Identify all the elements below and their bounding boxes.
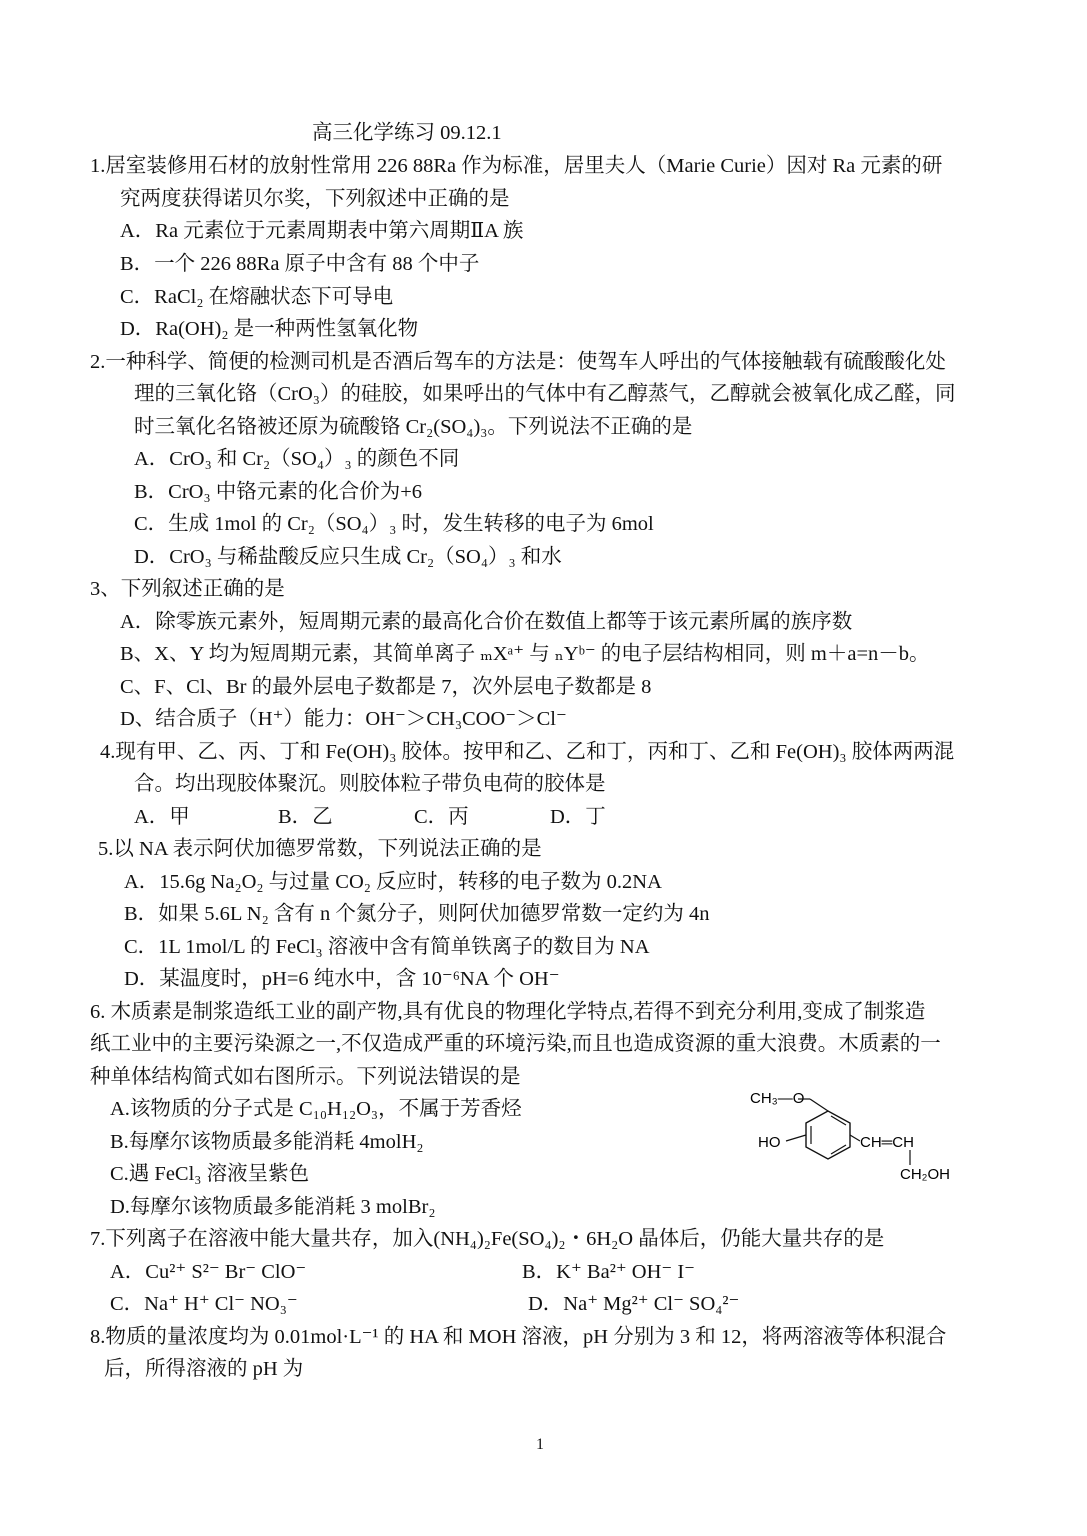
question-4-option-b: B．乙	[278, 806, 333, 828]
question-4-stem-line-2: 合。均出现胶体聚沉。则胶体粒子带负电荷的胶体是	[134, 773, 606, 795]
question-7-option-b: B．K⁺ Ba²⁺ OH⁻ I⁻	[522, 1261, 695, 1283]
question-2-option-d: D．CrO₃ 与稀盐酸反应只生成 Cr₂（SO₄）₃ 和水	[134, 546, 562, 568]
question-4-stem-line-1: 4.现有甲、乙、丙、丁和 Fe(OH)₃ 胶体。按甲和乙、乙和丁，丙和丁、乙和 Fe(OH)₃ 胶体两两混	[100, 741, 955, 763]
question-5-option-b: B．如果 5.6L N₂ 含有 n 个氮分子，则阿伏加德罗常数一定约为 4n	[124, 903, 710, 925]
question-1-option-a: A．Ra 元素位于元素周期表中第六周期ⅡA 族	[120, 220, 524, 242]
question-5-option-d: D．某温度时，pH=6 纯水中，含 10⁻⁶NA 个 OH⁻	[124, 968, 560, 990]
benzene-ring	[806, 1111, 850, 1159]
hydroxy-label: HO	[758, 1134, 781, 1151]
question-1-stem-line-1: 1.居室装修用石材的放射性常用 226 88Ra 作为标准，居里夫人（Marie Curie）因对 Ra 元素的研	[90, 155, 943, 177]
question-1-option-b: B．一个 226 88Ra 原子中含有 88 个中子	[120, 253, 480, 275]
question-6-stem-line-3: 种单体结构简式如右图所示。下列说法错误的是	[90, 1066, 521, 1088]
question-3-option-d: D、结合质子（H⁺）能力：OH⁻＞CH₃COO⁻＞Cl⁻	[120, 708, 567, 730]
question-3-option-b: B、X、Y 均为短周期元素，其简单离子 ₘXᵃ⁺ 与 ₙYᵇ⁻ 的电子层结构相同，则 m＋a=n－b。	[120, 643, 930, 665]
question-1-option-d: D．Ra(OH)₂ 是一种两性氢氧化物	[120, 318, 419, 340]
question-4-option-c: C．丙	[414, 806, 469, 828]
question-4-option-a: A．甲	[134, 806, 190, 828]
question-6-stem-line-2: 纸工业中的主要污染源之一,不仅造成严重的环境污染,而且也造成资源的重大浪费。木质素的一	[90, 1033, 941, 1055]
question-4-option-d: D．丁	[550, 806, 606, 828]
question-2-stem-line-1: 2.一种科学、简便的检测司机是否酒后驾车的方法是：使驾车人呼出的气体接触载有硫酸酸化处	[90, 351, 946, 373]
question-3-option-a: A．除零族元素外，短周期元素的最高化合价在数值上都等于该元素所属的族序数	[120, 611, 853, 633]
question-6-option-d: D.每摩尔该物质最多能消耗 3 molBr₂	[110, 1196, 436, 1218]
question-6-option-b: B.每摩尔该物质最多能消耗 4molH₂	[110, 1131, 424, 1153]
question-2-stem-line-3: 时三氧化名铬被还原为硫酸铬 Cr₂(SO₄)₃。下列说法不正确的是	[134, 416, 693, 438]
methoxy-label: CH₃—O	[750, 1090, 805, 1107]
page-title: 高三化学练习 09.12.1	[312, 122, 502, 144]
question-2-option-b: B．CrO₃ 中铬元素的化合价为+6	[134, 481, 423, 503]
question-7-option-c: C．Na⁺ H⁺ Cl⁻ NO₃⁻	[110, 1293, 298, 1315]
question-3-option-c: C、F、Cl、Br 的最外层电子数都是 7，次外层电子数都是 8	[120, 676, 652, 698]
question-1-stem-line-2: 究两度获得诺贝尔奖，下列叙述中正确的是	[120, 188, 510, 210]
question-2-option-a: A．CrO₃ 和 Cr₂（SO₄）₃ 的颜色不同	[134, 448, 460, 470]
question-5-option-a: A．15.6g Na₂O₂ 与过量 CO₂ 反应时，转移的电子数为 0.2NA	[124, 871, 662, 893]
vinyl-label: CH═CH	[860, 1134, 914, 1151]
question-1-option-c: C．RaCl₂ 在熔融状态下可导电	[120, 286, 394, 308]
question-6-option-c: C.遇 FeCl₃ 溶液呈紫色	[110, 1163, 310, 1185]
question-8-stem-line-2: 后，所得溶液的 pH 为	[104, 1358, 304, 1380]
vinyl-bond	[850, 1135, 860, 1141]
question-3-stem: 3、下列叙述正确的是	[90, 578, 285, 600]
question-7-stem: 7.下列离子在溶液中能大量共存，加入(NH₄)₂Fe(SO₄)₂・6H₂O 晶体后，仍能大量共存的是	[90, 1228, 885, 1250]
question-6-stem-line-1: 6. 木质素是制浆造纸工业的副产物,具有优良的物理化学特点,若得不到充分利用,变成了制浆造	[90, 1001, 926, 1023]
question-2-stem-line-2: 理的三氧化铬（CrO₃）的硅胶，如果呼出的气体中有乙醇蒸气，乙醇就会被氧化成乙醛，同	[134, 383, 956, 405]
page-number: 1	[536, 1436, 544, 1453]
question-7-option-d: D．Na⁺ Mg²⁺ Cl⁻ SO₄²⁻	[528, 1293, 740, 1315]
question-5-stem: 5.以 NA 表示阿伏加德罗常数，下列说法正确的是	[98, 838, 542, 860]
question-7-option-a: A．Cu²⁺ S²⁻ Br⁻ ClO⁻	[110, 1261, 307, 1283]
question-8-stem-line-1: 8.物质的量浓度均为 0.01mol·L⁻¹ 的 HA 和 MOH 溶液，pH 分别为 3 和 12，将两溶液等体积混合	[90, 1326, 947, 1348]
methoxy-bond	[810, 1099, 828, 1111]
question-5-option-c: C．1L 1mol/L 的 FeCl₃ 溶液中含有简单铁离子的数目为 NA	[124, 936, 650, 958]
hydroxy-bond	[786, 1135, 806, 1141]
molecule-structure-figure	[750, 1083, 980, 1193]
question-2-option-c: C．生成 1mol 的 Cr₂（SO₄）₃ 时，发生转移的电子为 6mol	[134, 513, 654, 535]
question-6-option-a: A.该物质的分子式是 C₁₀H₁₂O₃，不属于芳香烃	[110, 1098, 522, 1120]
hydroxymethyl-label: CH₂OH	[900, 1166, 950, 1183]
